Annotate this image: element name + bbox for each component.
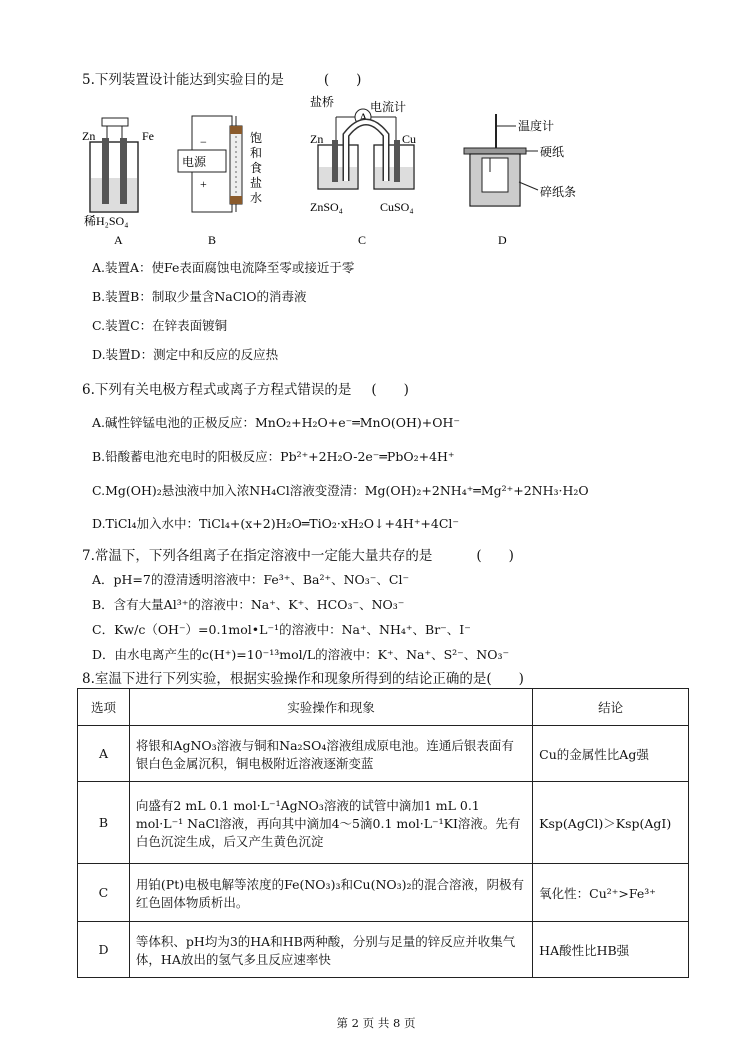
row-a-conclusion: Cu的金属性比Ag强 bbox=[533, 726, 689, 782]
q6-option-a: A.碱性锌锰电池的正极反应：MnO₂+H₂O+e⁻═MnO(OH)+OH⁻ bbox=[92, 415, 460, 430]
fig-b-minus: − bbox=[200, 135, 207, 149]
fig-c-meter-symbol: A bbox=[359, 110, 368, 124]
row-b-conclusion: Ksp(AgCl)＞Ksp(AgI) bbox=[533, 782, 689, 864]
row-c-option: C bbox=[78, 864, 130, 922]
q7-option-b: B．含有大量Al³⁺的溶液中：Na⁺、K⁺、HCO₃⁻、NO₃⁻ bbox=[92, 597, 405, 612]
q8-stem: 8.室温下进行下列实验，根据实验操作和现象所得到的结论正确的是( ) bbox=[82, 671, 524, 687]
q5-option-a: A.装置A：使Fe表面腐蚀电流降至零或接近于零 bbox=[92, 260, 355, 275]
q7-option-c: C．Kw/c（OH⁻）=0.1mol•L⁻¹的溶液中：Na⁺、NH₄⁺、Br⁻、I⁻ bbox=[92, 622, 471, 637]
figure-c bbox=[306, 95, 436, 247]
figure-d bbox=[460, 112, 600, 247]
fig-d-cardboard: 硬纸 bbox=[540, 145, 565, 159]
row-b-operation: 向盛有2 mL 0.1 mol·L⁻¹AgNO₃溶液的试管中滴加1 mL 0.1 mol·L⁻¹ NaCl溶液，再向其中滴加4～5滴0.1 mol·L⁻¹KI溶液。先有白色沉淀生成，后又产生黄色沉淀 bbox=[129, 782, 532, 864]
q5-option-c: C.装置C：在锌表面镀铜 bbox=[92, 318, 228, 333]
table-row bbox=[78, 922, 689, 978]
row-a-option: A bbox=[78, 726, 130, 782]
header-operation: 实验操作和现象 bbox=[129, 689, 532, 726]
header-conclusion: 结论 bbox=[533, 689, 689, 726]
row-c-operation: 用铂(Pt)电极电解等浓度的Fe(NO₃)₃和Cu(NO₃)₂的混合溶液，阴极有红色固体物质析出。 bbox=[129, 864, 532, 922]
row-b-option: B bbox=[78, 782, 130, 864]
row-c-conclusion: 氧化性：Cu²⁺>Fe³⁺ bbox=[533, 864, 689, 922]
fig-a-label: A bbox=[114, 233, 123, 247]
figure-b bbox=[172, 112, 282, 247]
fig-c-zn: Zn bbox=[310, 132, 324, 146]
fig-b-label: B bbox=[208, 233, 217, 247]
fig-c-bridge: 盐桥 bbox=[310, 95, 335, 109]
q6-option-d: D.TiCl₄加入水中：TiCl₄+(x+2)H₂O═TiO₂·xH₂O↓+4H⁺+4Cl⁻ bbox=[92, 516, 460, 531]
q6-stem: 6.下列有关电极方程式或离子方程式错误的是 ( ) bbox=[82, 382, 409, 398]
fig-c-label: C bbox=[358, 233, 367, 247]
q5-option-b: B.装置B：制取少量含NaClO的消毒液 bbox=[92, 289, 307, 304]
q6-option-c: C.Mg(OH)₂悬浊液中加入浓NH₄Cl溶液变澄清：Mg(OH)₂+2NH₄⁺═Mg²⁺+2NH₃·H₂O bbox=[92, 483, 589, 498]
fig-a-zn: Zn bbox=[82, 129, 96, 143]
fig-b-power: 电源 bbox=[182, 155, 207, 169]
fig-c-meter: 电流计 bbox=[370, 100, 407, 114]
fig-c-cu: Cu bbox=[402, 132, 417, 146]
q5-option-d: D.装置D：测定中和反应的反应热 bbox=[92, 347, 279, 362]
fig-a-solution: 稀H₂SO₄ bbox=[84, 214, 129, 228]
fig-a-fe: Fe bbox=[142, 129, 154, 143]
page-footer: 第 2 页 共 8 页 bbox=[336, 1016, 416, 1030]
q7-stem: 7.常温下，下列各组离子在指定溶液中一定能大量共存的是 ( ) bbox=[82, 548, 514, 564]
fig-d-label: D bbox=[498, 233, 507, 247]
fig-b-plus: + bbox=[200, 177, 207, 191]
fig-c-cuso4: CuSO₄ bbox=[380, 200, 414, 214]
fig-c-znso4: ZnSO₄ bbox=[310, 200, 343, 214]
experiment-table bbox=[77, 688, 689, 978]
q6-option-b: B.铅酸蓄电池充电时的阳极反应：Pb²⁺+2H₂O-2e⁻═PbO₂+4H⁺ bbox=[92, 449, 455, 464]
q5-stem: 5.下列装置设计能达到实验目的是 ( ) bbox=[82, 72, 362, 88]
table-row bbox=[78, 864, 689, 922]
row-d-option: D bbox=[78, 922, 130, 978]
row-a-operation: 将银和AgNO₃溶液与铜和Na₂SO₄溶液组成原电池。连通后银表面有银白色金属沉积，铜电极附近溶液逐渐变蓝 bbox=[129, 726, 532, 782]
table-header-row bbox=[78, 689, 689, 726]
fig-b-salt: 饱和食盐水 bbox=[250, 131, 263, 205]
row-d-conclusion: HA酸性比HB强 bbox=[533, 922, 689, 978]
q7-option-a: A．pH=7的澄清透明溶液中：Fe³⁺、Ba²⁺、NO₃⁻、Cl⁻ bbox=[92, 572, 410, 587]
q7-option-d: D．由水电离产生的c(H⁺)=10⁻¹³mol/L的溶液中：K⁺、Na⁺、S²⁻、NO₃⁻ bbox=[92, 647, 510, 662]
row-d-operation: 等体积、pH均为3的HA和HB两种酸，分别与足量的锌反应并收集气体，HA放出的氢气多且反应速率快 bbox=[129, 922, 532, 978]
figure-a bbox=[80, 112, 165, 247]
fig-d-thermometer: 温度计 bbox=[518, 119, 555, 133]
table-row bbox=[78, 726, 689, 782]
header-option: 选项 bbox=[78, 689, 130, 726]
table-row bbox=[78, 782, 689, 864]
fig-d-paper: 碎纸条 bbox=[540, 185, 577, 199]
